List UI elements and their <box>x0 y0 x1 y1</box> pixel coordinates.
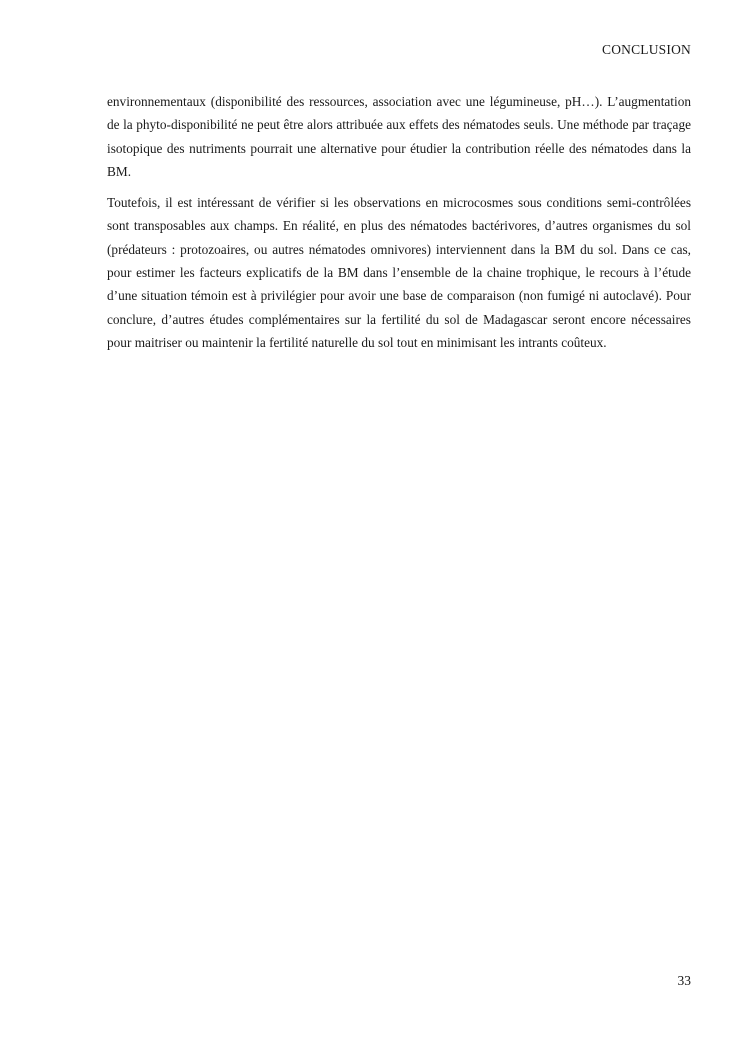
paragraph-1: environnementaux (disponibilité des ressources, association avec une légumineuse, pH…). L’augmentation de la phyto-disponibilité ne peut être alors attribuée aux effets des nématodes seuls. Une méthode par traçage isotopique des nutriments pourrait une alternative pour étudier la contribution réelle des nématodes dans la BM. <box>107 94 691 179</box>
running-header-section-title: CONCLUSION <box>601 42 691 57</box>
body-text <box>107 90 691 362</box>
page-number: 33 <box>677 973 691 988</box>
paragraph-2: Toutefois, il est intéressant de vérifier si les observations en microcosmes sous conditions semi-contrôlées sont transposables aux champs. En réalité, en plus des nématodes bactérivores, d’autres organismes du sol (prédateurs : protozoaires, ou autres nématodes omnivores) interviennent dans la BM du sol. Dans ce cas, pour estimer les facteurs explicatifs de la BM dans l’ensemble de la chaine trophique, le recours à l’étude d’une situation témoin est à privilégier pour avoir une base de comparaison (non fumigé ni autoclavé). Pour conclure, d’autres études complémentaires sur la fertilité du sol de Madagascar seront encore nécessaires pour maitriser ou maintenir la fertilité naturelle du sol tout en minimisant les intrants coûteux. <box>107 195 691 350</box>
